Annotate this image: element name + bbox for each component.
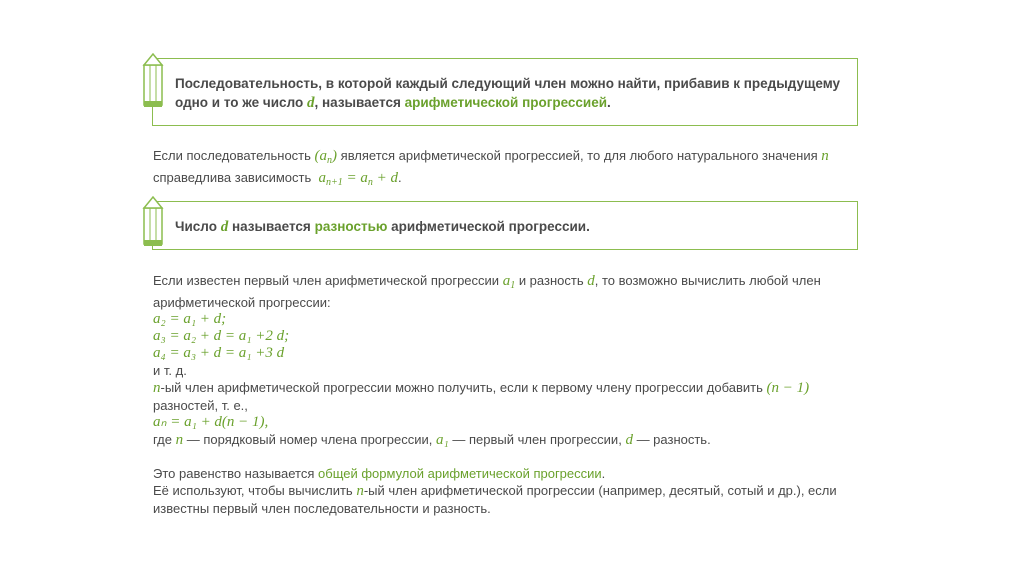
variable-a1: $a_1$ xyxy=(502,273,516,291)
p1-text-2: является арифметической прогрессией, то для любого натурального значения xyxy=(340,148,818,163)
formula-general-term: aₙ = a₁ + d(n − 1), xyxy=(153,414,269,430)
pencil-icon xyxy=(142,196,164,248)
variable-d: d xyxy=(625,432,633,448)
period: . xyxy=(601,466,606,481)
definition-box-difference xyxy=(152,201,858,250)
variable-d: d xyxy=(220,219,229,235)
p2-line: разностей, т. е., xyxy=(153,398,248,413)
period: . xyxy=(398,170,402,185)
term-difference: разностью xyxy=(314,219,388,234)
variable-a1: a₁ xyxy=(436,432,449,448)
p2-text: Если известен первый член арифметической прогрессии xyxy=(153,273,500,288)
p2-line: и т. д. xyxy=(153,363,187,378)
expression-n-minus-1: (n − 1) xyxy=(766,380,810,396)
definition-word: Число xyxy=(175,219,217,234)
definition-text xyxy=(175,217,847,237)
p2-text: и разность xyxy=(518,273,584,288)
paragraph-terms xyxy=(153,272,853,449)
p2-text: — порядковый номер члена прогрессии, xyxy=(186,432,433,447)
variable-d: d xyxy=(306,95,315,111)
paragraph-general-formula xyxy=(153,465,853,517)
definition-text xyxy=(175,74,847,113)
definition-word: арифметической прогрессии. xyxy=(391,219,590,234)
sequence-notation: $(a_n)$ xyxy=(314,148,338,166)
variable-d: d xyxy=(587,273,595,289)
definition-line-2: одно и то же число xyxy=(175,95,304,110)
variable-n: n xyxy=(356,483,364,499)
formula-a3: a₃ = a₂ + d = a₁ +2 d; xyxy=(153,328,290,344)
formula-a4: a₄ = a₃ + d = a₁ +3 d xyxy=(153,345,285,361)
p2-text: , то возможно вычислить любой член xyxy=(594,273,821,288)
definition-box-arithmetic-progression xyxy=(152,58,858,126)
recurrence-formula: $a_{n+1} = a_n + d$ xyxy=(318,170,398,188)
p3-text: -ый член арифметической прогрессии (например, десятый, сотый и др.), если xyxy=(363,483,837,498)
term-arithmetic-progression: арифметической прогрессией xyxy=(404,95,608,110)
definition-line-1: Последовательность, в которой каждый следующий член можно найти, прибавив к предыдущему xyxy=(175,76,841,91)
paragraph-recurrence xyxy=(153,147,853,191)
p2-text: — первый член прогрессии, xyxy=(452,432,622,447)
pencil-icon xyxy=(142,53,164,109)
p1-text-1: Если последовательность xyxy=(153,148,311,163)
p2-text: -ый член арифметической прогрессии можно получить, если к первому члену прогрессии добавить xyxy=(160,380,763,395)
p1-text-3: справедлива зависимость xyxy=(153,170,312,185)
period: . xyxy=(607,95,611,110)
term-general-formula: общей формулой арифметической прогрессии xyxy=(318,466,602,481)
variable-n: n xyxy=(175,432,184,448)
p2-line: арифметической прогрессии: xyxy=(153,295,331,310)
definition-line-2-cont: , называется xyxy=(314,95,401,110)
variable-n: n xyxy=(153,380,161,396)
p3-text: Её используют, чтобы вычислить xyxy=(153,483,353,498)
p3-text: Это равенство называется xyxy=(153,466,315,481)
p3-line: известны первый член последовательности и разность. xyxy=(153,501,491,516)
p2-text: где xyxy=(153,432,172,447)
p2-text: — разность. xyxy=(636,432,711,447)
formula-a2: a₂ = a₁ + d; xyxy=(153,311,227,327)
definition-word: называется xyxy=(231,219,311,234)
variable-n: n xyxy=(821,148,829,164)
